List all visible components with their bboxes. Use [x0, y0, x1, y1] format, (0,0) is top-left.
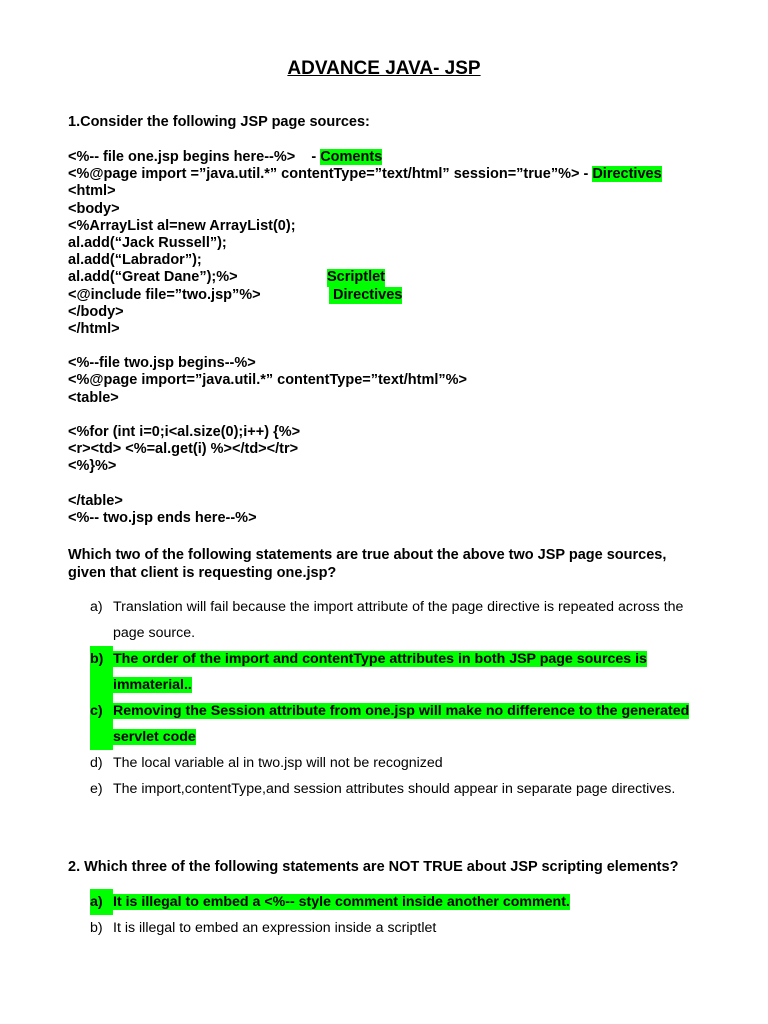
code-line — [68, 304, 708, 321]
option — [90, 594, 700, 646]
option-letter: b) — [90, 646, 113, 698]
code-text: <table> — [68, 389, 119, 406]
code-text: al.add(“Great Dane”);%> — [68, 269, 238, 286]
code-text: <r><td> <%=al.get(i) %></td></tr> — [68, 441, 299, 458]
code-line — [68, 149, 708, 166]
code-line — [68, 493, 708, 510]
option-correct — [90, 889, 700, 915]
code-line — [68, 338, 708, 355]
option-correct — [90, 646, 700, 698]
code-line — [68, 183, 708, 200]
code-line — [68, 287, 708, 304]
page-title: ADVANCE JAVA- JSP — [287, 58, 481, 79]
option — [90, 915, 700, 941]
option-text: Translation will fail because the import attribute of the page directive is repeated across the page source. — [113, 599, 684, 641]
code-text: <%-- two.jsp ends here--%> — [68, 509, 257, 526]
question-2-options — [90, 889, 700, 941]
option-text: The local variable al in two.jsp will not be recognized — [113, 755, 443, 771]
code-line — [68, 424, 708, 441]
code-line — [68, 321, 708, 338]
question-1-options — [90, 594, 700, 802]
option-text: The import,contentType,and session attributes should appear in separate page directives. — [113, 781, 676, 797]
code-text: <%for (int i=0;i<al.size(0);i++) {%> — [68, 424, 301, 440]
code-line — [68, 372, 708, 389]
code-line — [68, 269, 708, 286]
code-text: <html> — [68, 183, 116, 200]
code-line — [68, 441, 708, 458]
annotation-tag: Directives — [329, 286, 403, 303]
code-line — [68, 458, 708, 475]
code-block — [68, 149, 708, 527]
question-1-heading: 1.Consider the following JSP page sources: — [68, 114, 370, 130]
option-text: It is illegal to embed a <%-- style comment inside another comment. — [113, 894, 570, 910]
code-line — [68, 235, 708, 252]
code-line — [68, 355, 708, 372]
option-text: It is illegal to embed an expression inside a scriptlet — [113, 920, 437, 936]
question-2-text: 2. Which three of the following statements are NOT TRUE about JSP scripting elements? — [68, 859, 679, 875]
code-line — [68, 252, 708, 269]
code-line — [68, 201, 708, 218]
question-1-text: Which two of the following statements are true about the above two JSP page sources, given that client is requesting one.jsp? — [68, 547, 667, 581]
code-text: </body> — [68, 303, 124, 320]
code-line — [68, 390, 708, 407]
option-letter: b) — [90, 920, 103, 936]
option-letter: d) — [90, 755, 103, 771]
code-line — [68, 218, 708, 235]
code-text: al.add(“Labrador”); — [68, 252, 202, 269]
code-text: </html> — [68, 320, 120, 337]
code-text: al.add(“Jack Russell”); — [68, 234, 227, 251]
option-letter: a) — [90, 889, 113, 915]
code-line — [68, 166, 708, 183]
option-letter: a) — [90, 599, 103, 615]
code-line — [68, 510, 708, 527]
code-line — [68, 407, 708, 424]
code-line — [68, 476, 708, 493]
annotation-tag: Coments — [320, 149, 383, 165]
option-letter: c) — [90, 698, 113, 750]
code-text: <body> — [68, 200, 120, 217]
code-text: <%@page import=”java.util.*” contentType=”text/html”%> — [68, 372, 468, 389]
code-text: <@include file=”two.jsp”%> — [68, 286, 261, 303]
code-text: <%@page import =”java.util.*” contentType=”text/html” session=”true”%> - — [68, 166, 593, 183]
annotation-tag: Directives — [592, 166, 662, 183]
code-text: <%--file two.jsp begins--%> — [68, 355, 256, 372]
option — [90, 776, 700, 802]
code-text: </table> — [68, 492, 123, 509]
option-letter: e) — [90, 781, 103, 797]
code-text: <%ArrayList al=new ArrayList(0); — [68, 217, 296, 234]
option-correct — [90, 698, 700, 750]
option-text: The order of the import and contentType attributes in both JSP page sources is immaterial.. — [113, 651, 647, 693]
annotation-tag: Scriptlet — [327, 269, 386, 286]
code-text: <%}%> — [68, 458, 117, 475]
code-text: <%-- file one.jsp begins here--%> - — [68, 149, 321, 165]
option-text: Removing the Session attribute from one.jsp will make no difference to the generated servlet code — [113, 703, 690, 745]
option — [90, 750, 700, 776]
